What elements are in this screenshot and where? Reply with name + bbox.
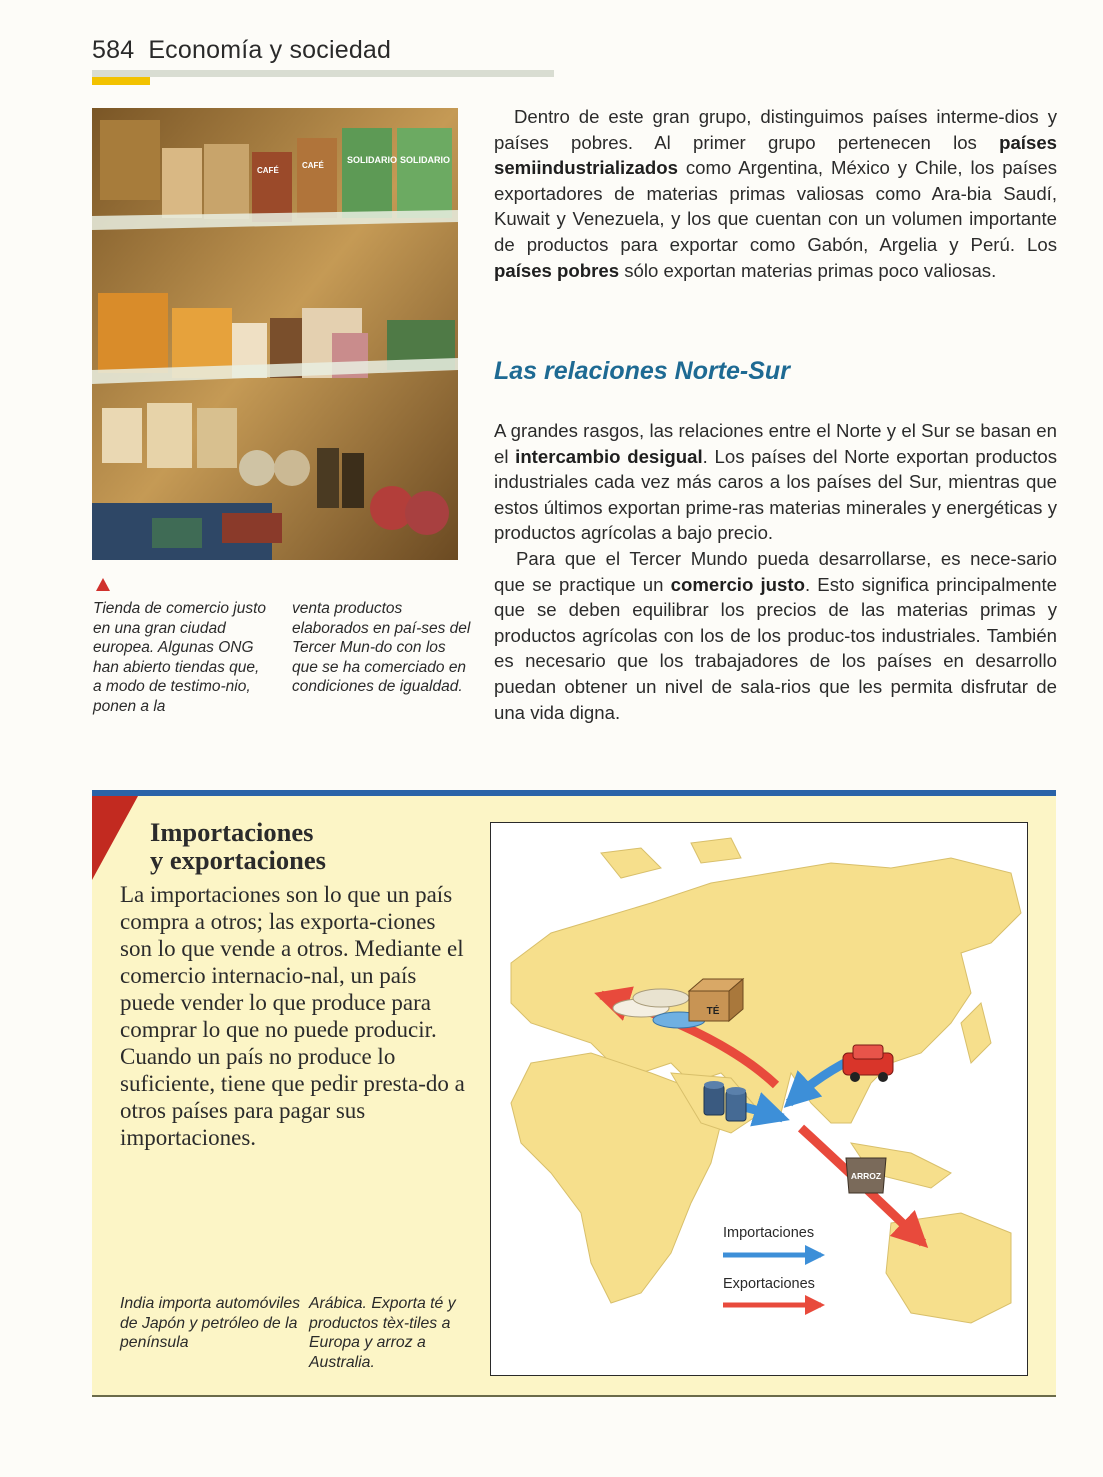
box-corner-accent: [92, 796, 138, 880]
tea-crate-icon: [689, 979, 743, 1021]
box-text: [120, 881, 465, 1151]
legend-imports-label: Importaciones: [723, 1225, 815, 1241]
japan-landmass: [961, 1003, 991, 1063]
map-caption-col2: Arábica. Exporta té y productos tèx-tiles a Europa y arroz a Australia.: [309, 1295, 456, 1371]
tea-label: TÉ: [706, 1006, 720, 1017]
arctic-islands: [691, 838, 741, 863]
paragraph-intermediate-countries: [494, 104, 1057, 283]
box-title: [150, 818, 326, 874]
box-text-para1: La importaciones son lo que un país compra a otros; las exporta-ciones son lo que vende a otros. Mediante el comercio internacio-nal, un país puede vender lo que produce para comprar lo que no puede producir.: [120, 882, 464, 1042]
header-accent-bar: [92, 77, 150, 85]
cafe-label-1: CAFÉ: [257, 166, 279, 175]
box-title-line2: y exportaciones: [150, 845, 326, 875]
text-fragment: A grandes rasgos, las relaciones entre el Norte y el Sur se basan en el: [494, 420, 1057, 467]
box-title-line1: Importaciones: [150, 817, 314, 847]
text-fragment: . Esto significa principalmente que se deben equilibrar los precios de las materias primas y productos agrícolas con los de los produc-tos industriales. También es necesario que los trabajadores de los países en desarrollo puedan obtener un nivel de sala-rios que les permita disfrutar de una vida digna.: [494, 573, 1058, 723]
term-semiindustrial: países semiindustrializados: [494, 131, 1057, 179]
map-caption-col1: India importa automóviles de Japón y petróleo de la península: [120, 1295, 300, 1352]
page-header: [92, 36, 391, 65]
text-fragment: Para que el Tercer Mundo pueda desarrollarse, es nece-sario que se practique un: [494, 547, 1057, 595]
arctic-islands: [601, 848, 661, 878]
rice-sack-icon: [846, 1158, 886, 1193]
header-rule: [92, 70, 554, 77]
section-title: Las relaciones Norte-Sur: [494, 357, 790, 385]
term-fair-trade: comercio justo: [670, 573, 805, 595]
text-fragment: como Argentina, México y Chile, los países exportadores de materias primas valiosas como Ara-bia Saudí, Kuwait y Venezuela, y los que cuentan con un volumen importante de productos para exportar como Gabón, Argelia y Perú. Los: [494, 157, 1057, 255]
legend-exports-label: Exportaciones: [723, 1276, 815, 1292]
section-name: Economía y sociedad: [148, 36, 392, 64]
trade-map: [490, 822, 1028, 1376]
photo-caption-col1: Tienda de comercio justo en una gran ciudad europea. Algunas ONG han abierto tiendas que, a modo de testimo-nio, ponen a la: [93, 600, 267, 715]
paragraph-north-south: [494, 418, 1057, 725]
caption-marker: [96, 578, 110, 591]
rice-label: ARROZ: [850, 1171, 882, 1181]
box-text-para2: Cuando un país no produce lo suficiente, tiene que pedir presta-do a otros países para pagar sus importaciones.: [120, 1044, 465, 1150]
shop-photo: [92, 108, 458, 560]
term-unequal-exchange: intercambio desigual: [515, 445, 703, 467]
solidario-label-2: SOLIDARIO: [400, 155, 451, 165]
text-fragment: sólo exportan materias primas poco valiosas.: [619, 259, 997, 281]
cafe-label-2: CAFÉ: [302, 161, 324, 170]
solidario-label-1: SOLIDARIO: [347, 155, 398, 165]
term-poor-countries: países pobres: [494, 259, 620, 281]
text-fragment: . Los países del Norte exportan productos industriales cada vez más caros a los países del Sur, mientras que estos últimos exportan prime-ras materias minerales y energéticas y productos agrícolas a bajo precio.: [494, 445, 1057, 544]
text-fragment: Dentro de este gran grupo, distinguimos países interme-dios y países pobres. Al primer grupo pertenecen los: [494, 106, 1057, 153]
paragraph-fair-trade: [494, 546, 1057, 725]
page-number: 584: [92, 36, 135, 64]
photo-caption-col2: venta productos elaborados en paí-ses del Tercer Mun-do con los que se ha comerciado en condiciones de igualdad.: [292, 600, 471, 696]
